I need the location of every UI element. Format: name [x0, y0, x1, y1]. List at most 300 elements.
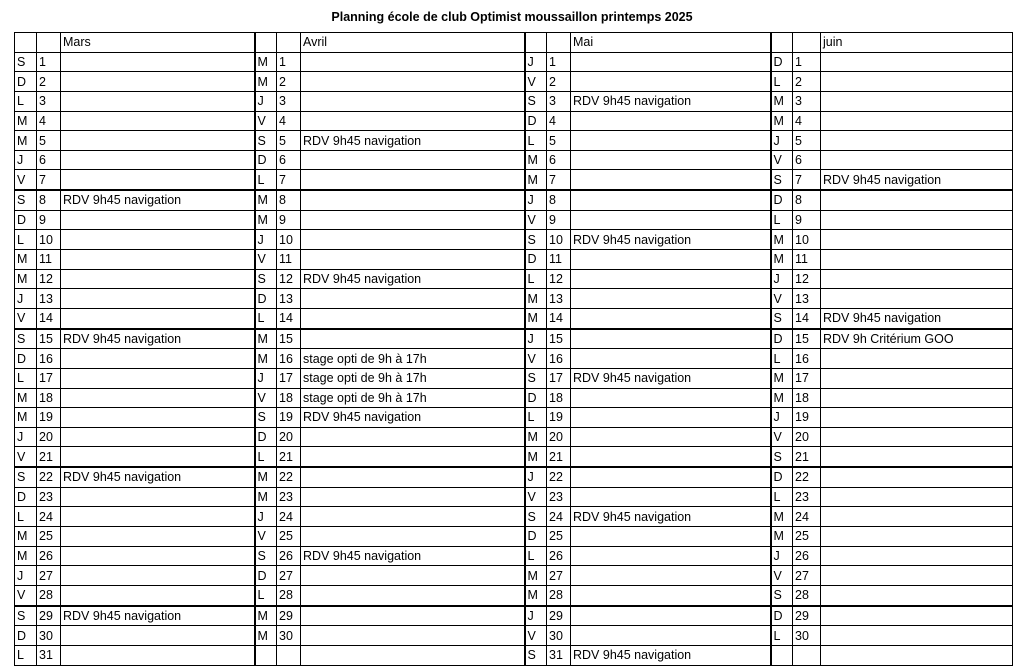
- day-number-cell: 30: [277, 626, 301, 646]
- weekday-cell: M: [15, 269, 37, 289]
- day-number-cell: 30: [793, 626, 821, 646]
- weekday-cell: V: [771, 150, 793, 170]
- day-number-cell: 13: [37, 289, 61, 309]
- event-cell: [301, 111, 525, 131]
- month-header: Mars: [61, 33, 255, 53]
- day-row: [15, 349, 1013, 369]
- weekday-cell: S: [525, 507, 547, 527]
- weekday-cell: M: [15, 546, 37, 566]
- day-number-cell: 20: [37, 427, 61, 447]
- day-number-cell: 27: [547, 566, 571, 586]
- day-number-cell: 15: [793, 329, 821, 349]
- event-cell: [61, 585, 255, 605]
- day-number-cell: 23: [793, 487, 821, 507]
- day-number-cell: 21: [793, 447, 821, 467]
- day-number-cell: 28: [37, 585, 61, 605]
- event-cell: [61, 150, 255, 170]
- event-cell: [821, 131, 1013, 151]
- event-cell: [821, 447, 1013, 467]
- weekday-cell: M: [771, 91, 793, 111]
- event-cell: [61, 507, 255, 527]
- day-row: [15, 150, 1013, 170]
- day-number-cell: 23: [277, 487, 301, 507]
- day-number-cell: 7: [37, 170, 61, 190]
- weekday-cell: J: [771, 408, 793, 428]
- day-row: [15, 131, 1013, 151]
- event-cell: [301, 329, 525, 349]
- month-header: Avril: [301, 33, 525, 53]
- event-cell: [571, 269, 771, 289]
- weekday-cell: V: [255, 250, 277, 270]
- weekday-cell: J: [525, 52, 547, 72]
- day-row: [15, 52, 1013, 72]
- day-number-cell: 1: [277, 52, 301, 72]
- event-cell: [821, 289, 1013, 309]
- day-row: [15, 487, 1013, 507]
- event-cell: [301, 427, 525, 447]
- day-number-cell: 13: [793, 289, 821, 309]
- day-number-cell: 22: [547, 467, 571, 487]
- event-cell: RDV 9h45 navigation: [571, 507, 771, 527]
- weekday-cell: J: [255, 368, 277, 388]
- weekday-cell: M: [255, 606, 277, 626]
- event-cell: [61, 447, 255, 467]
- day-number-cell: 26: [277, 546, 301, 566]
- day-number-cell: 20: [277, 427, 301, 447]
- weekday-cell: V: [525, 72, 547, 92]
- day-number-cell: 1: [37, 52, 61, 72]
- event-cell: [821, 52, 1013, 72]
- event-cell: [61, 408, 255, 428]
- day-number-cell: 27: [37, 566, 61, 586]
- event-cell: [301, 91, 525, 111]
- event-cell: RDV 9h45 navigation: [61, 329, 255, 349]
- weekday-cell: J: [525, 190, 547, 210]
- event-cell: [571, 52, 771, 72]
- event-cell: [571, 131, 771, 151]
- day-number-cell: 14: [793, 308, 821, 328]
- day-row: [15, 606, 1013, 626]
- day-number-cell: 26: [37, 546, 61, 566]
- month-header: juin: [821, 33, 1013, 53]
- event-cell: [821, 388, 1013, 408]
- event-cell: [821, 626, 1013, 646]
- weekday-cell: D: [255, 427, 277, 447]
- day-number-cell: 16: [277, 349, 301, 369]
- day-number-cell: 23: [547, 487, 571, 507]
- day-row: [15, 289, 1013, 309]
- event-cell: [61, 170, 255, 190]
- weekday-cell: L: [15, 368, 37, 388]
- event-cell: [821, 507, 1013, 527]
- weekday-cell: L: [525, 269, 547, 289]
- day-number-cell: 6: [547, 150, 571, 170]
- weekday-cell: M: [525, 566, 547, 586]
- weekday-cell: M: [15, 408, 37, 428]
- header-empty-cell: [525, 33, 547, 53]
- day-number-cell: 19: [793, 408, 821, 428]
- month-header: Mai: [571, 33, 771, 53]
- day-number-cell: 9: [37, 210, 61, 230]
- day-number-cell: 29: [547, 606, 571, 626]
- event-cell: [61, 289, 255, 309]
- weekday-cell: D: [771, 606, 793, 626]
- event-cell: [61, 626, 255, 646]
- event-cell: [301, 645, 525, 665]
- day-number-cell: 5: [37, 131, 61, 151]
- weekday-cell: V: [15, 585, 37, 605]
- event-cell: [301, 507, 525, 527]
- weekday-cell: S: [255, 546, 277, 566]
- day-row: [15, 170, 1013, 190]
- weekday-cell: D: [15, 487, 37, 507]
- event-cell: [821, 585, 1013, 605]
- event-cell: [61, 368, 255, 388]
- weekday-cell: M: [255, 329, 277, 349]
- event-cell: [301, 230, 525, 250]
- day-number-cell: 7: [277, 170, 301, 190]
- day-number-cell: 20: [793, 427, 821, 447]
- day-number-cell: 12: [547, 269, 571, 289]
- weekday-cell: L: [525, 546, 547, 566]
- day-number-cell: 25: [793, 527, 821, 547]
- event-cell: [301, 527, 525, 547]
- weekday-cell: L: [771, 72, 793, 92]
- day-number-cell: 14: [277, 308, 301, 328]
- event-cell: RDV 9h45 navigation: [571, 368, 771, 388]
- weekday-cell: J: [771, 269, 793, 289]
- weekday-cell: J: [255, 507, 277, 527]
- day-number-cell: 18: [277, 388, 301, 408]
- event-cell: [821, 546, 1013, 566]
- weekday-cell: S: [255, 408, 277, 428]
- weekday-cell: L: [255, 585, 277, 605]
- weekday-cell: J: [771, 546, 793, 566]
- day-number-cell: 2: [277, 72, 301, 92]
- event-cell: [61, 131, 255, 151]
- event-cell: RDV 9h45 navigation: [61, 467, 255, 487]
- event-cell: [61, 269, 255, 289]
- day-number-cell: 30: [547, 626, 571, 646]
- weekday-cell: S: [525, 230, 547, 250]
- weekday-cell: S: [771, 170, 793, 190]
- day-number-cell: 15: [37, 329, 61, 349]
- weekday-cell: S: [15, 329, 37, 349]
- weekday-cell: M: [771, 111, 793, 131]
- weekday-cell: J: [525, 329, 547, 349]
- day-number-cell: 2: [37, 72, 61, 92]
- weekday-cell: M: [525, 427, 547, 447]
- event-cell: [301, 626, 525, 646]
- event-cell: [821, 150, 1013, 170]
- day-number-cell: 12: [793, 269, 821, 289]
- day-number-cell: 24: [277, 507, 301, 527]
- page-title: Planning école de club Optimist moussaillon printemps 2025: [331, 10, 693, 24]
- day-number-cell: 22: [793, 467, 821, 487]
- event-cell: [821, 190, 1013, 210]
- event-cell: [571, 329, 771, 349]
- day-number-cell: 1: [547, 52, 571, 72]
- day-number-cell: 5: [547, 131, 571, 151]
- event-cell: [821, 91, 1013, 111]
- weekday-cell: D: [15, 210, 37, 230]
- weekday-cell: S: [15, 467, 37, 487]
- event-cell: [821, 210, 1013, 230]
- day-number-cell: 3: [277, 91, 301, 111]
- day-number-cell: [793, 645, 821, 665]
- day-number-cell: 6: [37, 150, 61, 170]
- event-cell: [301, 487, 525, 507]
- weekday-cell: D: [525, 388, 547, 408]
- event-cell: [301, 170, 525, 190]
- event-cell: [301, 606, 525, 626]
- weekday-cell: J: [255, 91, 277, 111]
- weekday-cell: M: [15, 111, 37, 131]
- day-row: [15, 111, 1013, 131]
- header-empty-cell: [37, 33, 61, 53]
- event-cell: [301, 150, 525, 170]
- event-cell: [821, 427, 1013, 447]
- day-number-cell: 11: [547, 250, 571, 270]
- event-cell: [301, 190, 525, 210]
- day-number-cell: 21: [37, 447, 61, 467]
- event-cell: [61, 111, 255, 131]
- day-row: [15, 447, 1013, 467]
- event-cell: [301, 585, 525, 605]
- event-cell: [301, 447, 525, 467]
- day-number-cell: 4: [37, 111, 61, 131]
- weekday-cell: V: [525, 626, 547, 646]
- event-cell: [61, 546, 255, 566]
- weekday-cell: L: [255, 447, 277, 467]
- weekday-cell: L: [771, 349, 793, 369]
- day-number-cell: 16: [547, 349, 571, 369]
- day-number-cell: 30: [37, 626, 61, 646]
- day-row: [15, 329, 1013, 349]
- event-cell: [821, 111, 1013, 131]
- day-number-cell: 3: [547, 91, 571, 111]
- weekday-cell: S: [525, 368, 547, 388]
- weekday-cell: M: [525, 308, 547, 328]
- weekday-cell: M: [771, 527, 793, 547]
- day-number-cell: 12: [37, 269, 61, 289]
- event-cell: [61, 645, 255, 665]
- day-number-cell: 18: [547, 388, 571, 408]
- day-number-cell: 11: [793, 250, 821, 270]
- day-number-cell: 29: [37, 606, 61, 626]
- day-row: [15, 566, 1013, 586]
- event-cell: [61, 91, 255, 111]
- day-row: [15, 467, 1013, 487]
- weekday-cell: D: [771, 52, 793, 72]
- weekday-cell: S: [15, 606, 37, 626]
- month-header-row: [15, 33, 1013, 53]
- event-cell: RDV 9h45 navigation: [571, 230, 771, 250]
- weekday-cell: V: [525, 487, 547, 507]
- event-cell: RDV 9h45 navigation: [61, 606, 255, 626]
- weekday-cell: L: [771, 626, 793, 646]
- day-number-cell: 22: [277, 467, 301, 487]
- weekday-cell: J: [15, 566, 37, 586]
- weekday-cell: [771, 645, 793, 665]
- day-row: [15, 269, 1013, 289]
- day-number-cell: 27: [277, 566, 301, 586]
- day-number-cell: 26: [793, 546, 821, 566]
- weekday-cell: D: [525, 527, 547, 547]
- day-number-cell: 9: [277, 210, 301, 230]
- weekday-cell: D: [771, 190, 793, 210]
- weekday-cell: D: [771, 467, 793, 487]
- weekday-cell: V: [525, 349, 547, 369]
- event-cell: [61, 427, 255, 447]
- day-number-cell: 4: [277, 111, 301, 131]
- day-number-cell: 7: [793, 170, 821, 190]
- event-cell: [571, 388, 771, 408]
- weekday-cell: V: [771, 289, 793, 309]
- event-cell: [821, 527, 1013, 547]
- day-number-cell: 16: [793, 349, 821, 369]
- weekday-cell: D: [771, 329, 793, 349]
- weekday-cell: M: [15, 388, 37, 408]
- day-number-cell: 29: [277, 606, 301, 626]
- day-row: [15, 626, 1013, 646]
- event-cell: [821, 269, 1013, 289]
- weekday-cell: L: [15, 645, 37, 665]
- day-row: [15, 72, 1013, 92]
- day-row: [15, 546, 1013, 566]
- day-number-cell: 19: [37, 408, 61, 428]
- weekday-cell: V: [15, 170, 37, 190]
- day-number-cell: 22: [37, 467, 61, 487]
- day-number-cell: 19: [277, 408, 301, 428]
- weekday-cell: J: [255, 230, 277, 250]
- day-row: [15, 91, 1013, 111]
- day-number-cell: 19: [547, 408, 571, 428]
- day-number-cell: 9: [547, 210, 571, 230]
- day-row: [15, 645, 1013, 665]
- day-number-cell: 14: [37, 308, 61, 328]
- weekday-cell: [255, 645, 277, 665]
- event-cell: [571, 289, 771, 309]
- weekday-cell: S: [15, 52, 37, 72]
- day-number-cell: 4: [793, 111, 821, 131]
- event-cell: RDV 9h45 navigation: [821, 170, 1013, 190]
- weekday-cell: V: [771, 427, 793, 447]
- event-cell: [821, 566, 1013, 586]
- weekday-cell: M: [255, 487, 277, 507]
- weekday-cell: D: [15, 72, 37, 92]
- day-row: [15, 368, 1013, 388]
- weekday-cell: M: [15, 250, 37, 270]
- event-cell: [821, 72, 1013, 92]
- day-row: [15, 230, 1013, 250]
- event-cell: RDV 9h45 navigation: [571, 645, 771, 665]
- weekday-cell: M: [525, 170, 547, 190]
- weekday-cell: L: [15, 230, 37, 250]
- day-number-cell: 31: [547, 645, 571, 665]
- weekday-cell: V: [15, 308, 37, 328]
- weekday-cell: M: [771, 507, 793, 527]
- weekday-cell: M: [255, 626, 277, 646]
- header-empty-cell: [547, 33, 571, 53]
- event-cell: [301, 467, 525, 487]
- event-cell: [571, 111, 771, 131]
- weekday-cell: D: [525, 111, 547, 131]
- weekday-cell: L: [15, 507, 37, 527]
- weekday-cell: D: [255, 289, 277, 309]
- day-number-cell: 11: [277, 250, 301, 270]
- day-number-cell: 9: [793, 210, 821, 230]
- event-cell: [61, 52, 255, 72]
- weekday-cell: M: [255, 190, 277, 210]
- day-number-cell: 17: [793, 368, 821, 388]
- event-cell: [301, 566, 525, 586]
- weekday-cell: M: [15, 131, 37, 151]
- day-number-cell: 6: [277, 150, 301, 170]
- day-number-cell: 24: [547, 507, 571, 527]
- weekday-cell: M: [255, 467, 277, 487]
- weekday-cell: V: [771, 566, 793, 586]
- day-number-cell: 24: [793, 507, 821, 527]
- event-cell: RDV 9h45 navigation: [301, 131, 525, 151]
- day-number-cell: 21: [277, 447, 301, 467]
- weekday-cell: J: [525, 467, 547, 487]
- weekday-cell: V: [15, 447, 37, 467]
- event-cell: RDV 9h45 navigation: [301, 408, 525, 428]
- weekday-cell: M: [255, 52, 277, 72]
- event-cell: [571, 250, 771, 270]
- event-cell: [61, 349, 255, 369]
- event-cell: [61, 210, 255, 230]
- day-number-cell: 17: [277, 368, 301, 388]
- event-cell: RDV 9h45 navigation: [571, 91, 771, 111]
- day-number-cell: 8: [547, 190, 571, 210]
- day-number-cell: 17: [37, 368, 61, 388]
- weekday-cell: M: [255, 349, 277, 369]
- day-row: [15, 507, 1013, 527]
- event-cell: [571, 447, 771, 467]
- day-number-cell: 7: [547, 170, 571, 190]
- event-cell: [301, 250, 525, 270]
- weekday-cell: S: [525, 91, 547, 111]
- day-number-cell: 24: [37, 507, 61, 527]
- day-number-cell: 3: [37, 91, 61, 111]
- event-cell: [571, 467, 771, 487]
- weekday-cell: M: [255, 210, 277, 230]
- event-cell: RDV 9h45 navigation: [821, 308, 1013, 328]
- day-number-cell: 29: [793, 606, 821, 626]
- day-number-cell: 28: [793, 585, 821, 605]
- event-cell: [571, 190, 771, 210]
- day-number-cell: 10: [547, 230, 571, 250]
- weekday-cell: L: [15, 91, 37, 111]
- day-number-cell: 27: [793, 566, 821, 586]
- weekday-cell: D: [255, 150, 277, 170]
- event-cell: [61, 388, 255, 408]
- weekday-cell: D: [15, 626, 37, 646]
- header-empty-cell: [15, 33, 37, 53]
- event-cell: [301, 308, 525, 328]
- weekday-cell: L: [255, 170, 277, 190]
- weekday-cell: M: [771, 230, 793, 250]
- event-cell: [821, 349, 1013, 369]
- weekday-cell: L: [771, 487, 793, 507]
- event-cell: stage opti de 9h à 17h: [301, 368, 525, 388]
- event-cell: [571, 349, 771, 369]
- event-cell: [571, 308, 771, 328]
- day-number-cell: 6: [793, 150, 821, 170]
- day-number-cell: 13: [547, 289, 571, 309]
